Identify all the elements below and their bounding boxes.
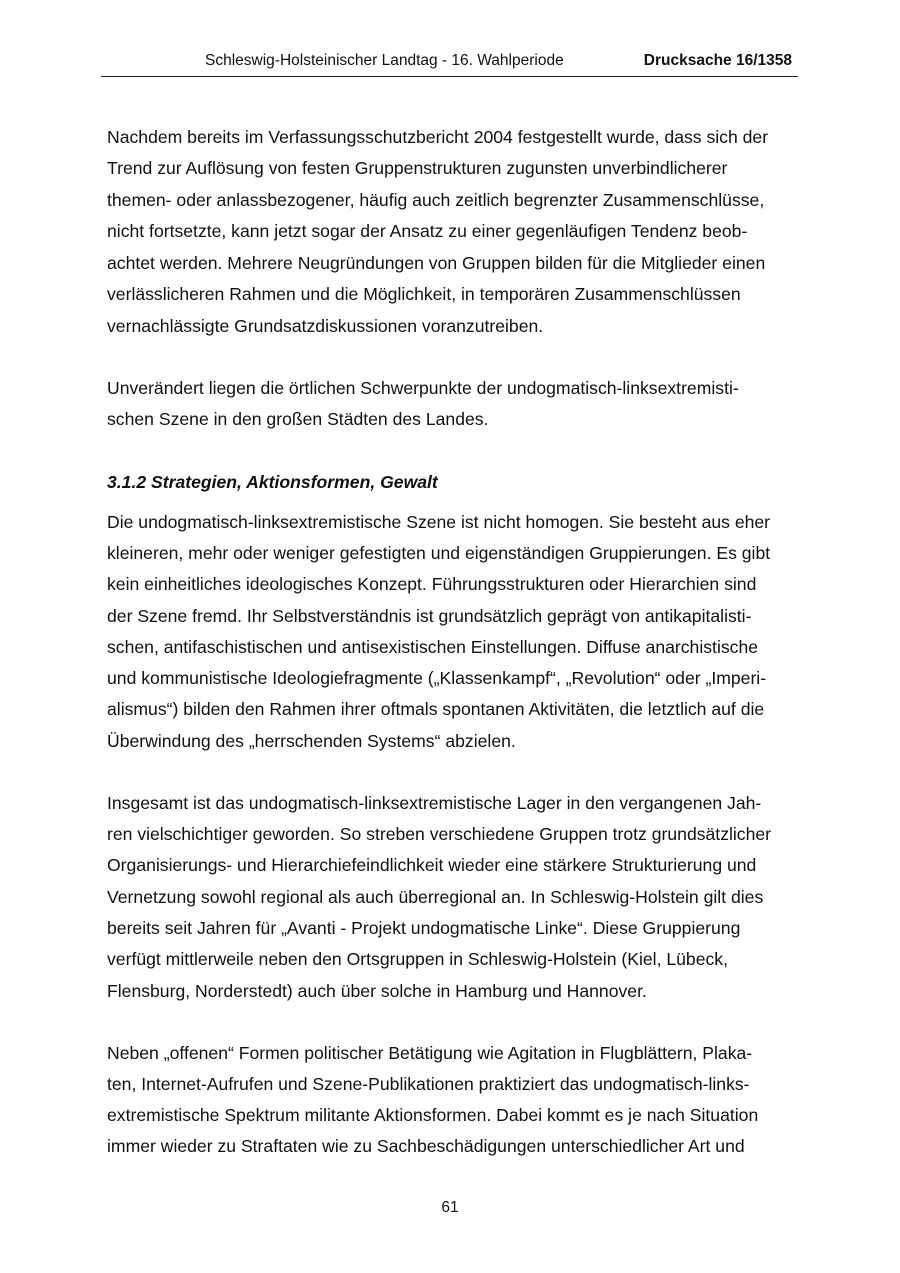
text-line: immer wieder zu Straftaten wie zu Sachbeschädigungen unterschiedlicher Art und (107, 1136, 745, 1156)
header-title: Schleswig-Holsteinischer Landtag - 16. Wahlperiode (205, 52, 564, 69)
text-line: kein einheitliches ideologisches Konzept. Führungsstrukturen oder Hierarchien sind (107, 574, 757, 594)
text-line: Die undogmatisch-linksextremistische Szene ist nicht homogen. Sie besteht aus eher (107, 512, 771, 532)
text-line: Überwindung des „herrschenden Systems“ abzielen. (107, 731, 516, 751)
text-line: Trend zur Auflösung von festen Gruppenstrukturen zugunsten unverbindlicherer (107, 158, 728, 178)
text-line: schen Szene in den großen Städten des Landes. (107, 409, 489, 429)
text-line: Insgesamt ist das undogmatisch-linksextremistische Lager in den vergangenen Jah- (107, 793, 762, 813)
text-line: Unverändert liegen die örtlichen Schwerpunkte der undogmatisch-linksextremisti- (107, 378, 739, 398)
header-divider (101, 76, 798, 77)
text-line: extremistische Spektrum militante Aktionsformen. Dabei kommt es je nach Situation (107, 1105, 759, 1125)
text-line: verlässlicheren Rahmen und die Möglichkeit, in temporären Zusammenschlüssen (107, 284, 741, 304)
document-number: Drucksache 16/1358 (643, 52, 792, 69)
text-line: Flensburg, Norderstedt) auch über solche in Hamburg und Hannover. (107, 981, 647, 1001)
header-bar (101, 52, 798, 74)
section-heading: 3.1.2 Strategien, Aktionsformen, Gewalt (107, 472, 438, 492)
text-line: Nachdem bereits im Verfassungsschutzbericht 2004 festgestellt wurde, dass sich der (107, 127, 769, 147)
text-line: achtet werden. Mehrere Neugründungen von Gruppen bilden für die Mitglieder einen (107, 253, 766, 273)
text-line: kleineren, mehr oder weniger gefestigten und eigenständigen Gruppierungen. Es gibt (107, 543, 771, 563)
text-line: bereits seit Jahren für „Avanti - Projekt undogmatische Linke“. Diese Gruppierung (107, 918, 741, 938)
text-line: alismus“) bilden den Rahmen ihrer oftmals spontanen Aktivitäten, die letztlich auf die (107, 699, 765, 719)
text-line: Neben „offenen“ Formen politischer Betätigung wie Agitation in Flugblättern, Plaka- (107, 1043, 753, 1063)
text-line: vernachlässigte Grundsatzdiskussionen voranzutreiben. (107, 316, 544, 336)
page-number: 61 (441, 1199, 459, 1216)
text-line: verfügt mittlerweile neben den Ortsgruppen in Schleswig-Holstein (Kiel, Lübeck, (107, 949, 728, 969)
text-line: themen- oder anlassbezogener, häufig auch zeitlich begrenzter Zusammenschlüsse, (107, 190, 765, 210)
text-line: nicht fortsetzte, kann jetzt sogar der Ansatz zu einer gegenläufigen Tendenz beob- (107, 221, 748, 241)
text-line: und kommunistische Ideologiefragmente („Klassenkampf“, „Revolution“ oder „Imperi- (107, 668, 767, 688)
text-line: schen, antifaschistischen und antisexistischen Einstellungen. Diffuse anarchistische (107, 637, 759, 657)
text-line: Vernetzung sowohl regional als auch überregional an. In Schleswig-Holstein gilt dies (107, 887, 764, 907)
text-line: ren vielschichtiger geworden. So streben verschiedene Gruppen trotz grundsätzlicher (107, 824, 772, 844)
text-line: der Szene fremd. Ihr Selbstverständnis ist grundsätzlich geprägt von antikapitalisti- (107, 606, 752, 626)
text-line: ten, Internet-Aufrufen und Szene-Publikationen praktiziert das undogmatisch-links- (107, 1074, 750, 1094)
text-line: Organisierungs- und Hierarchiefeindlichkeit wieder eine stärkere Strukturierung und (107, 855, 757, 875)
